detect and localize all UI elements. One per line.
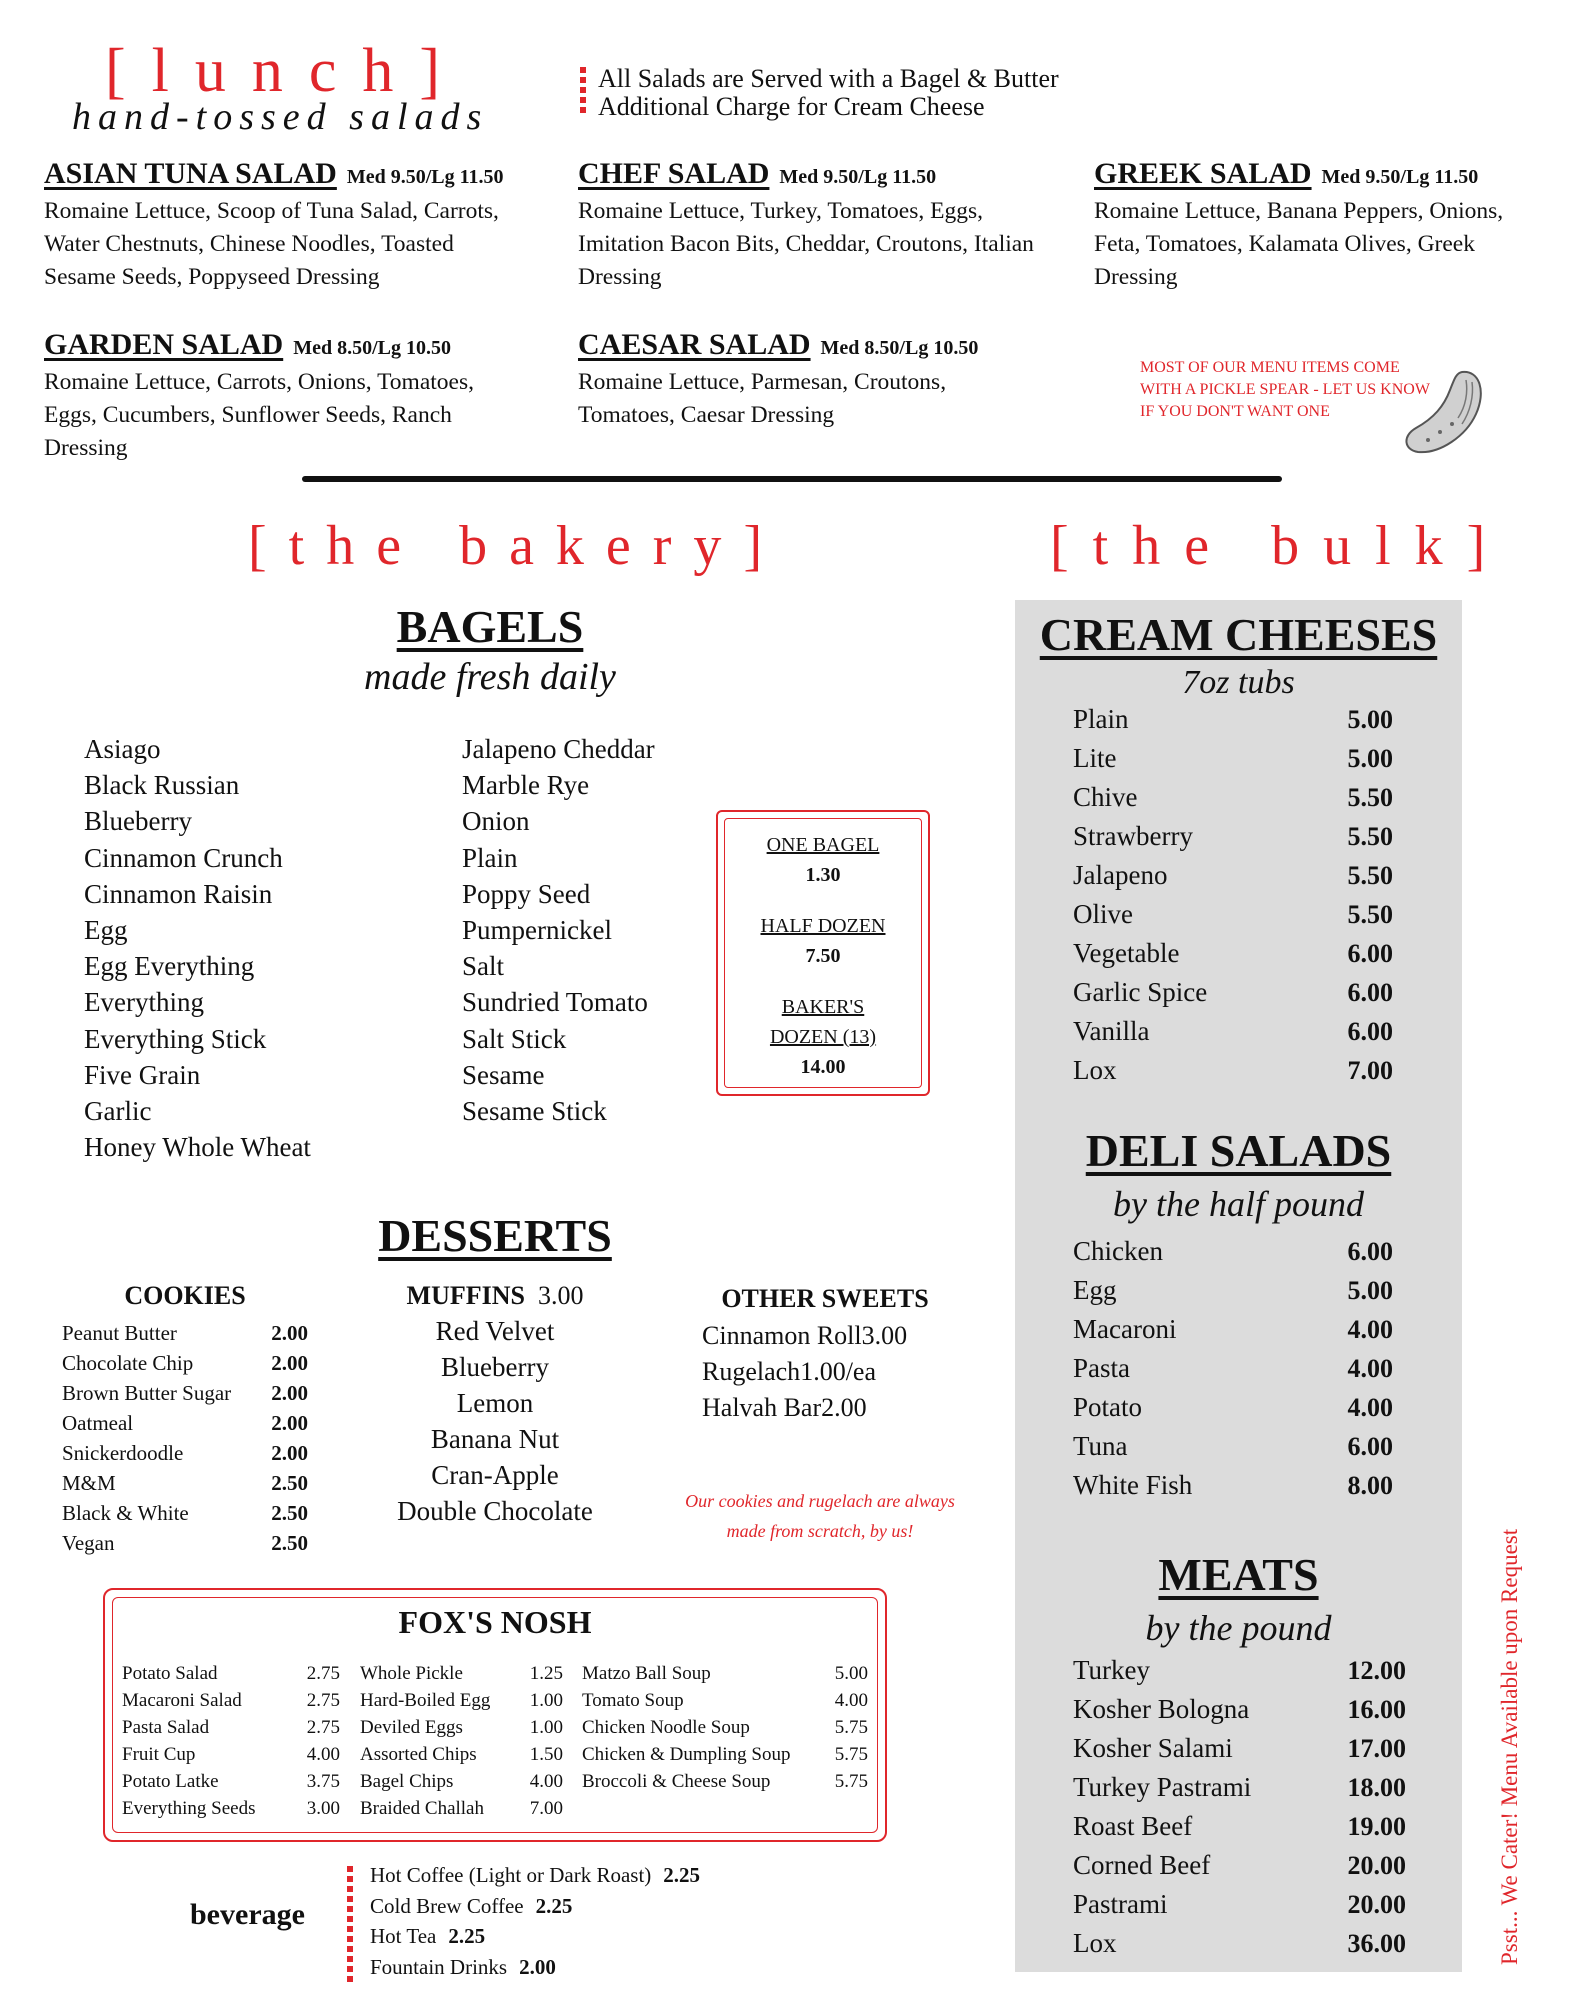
item-name: Chicken & Dumpling Soup <box>582 1744 791 1765</box>
item-price: 2.25 <box>535 1893 573 1918</box>
item-name: Chicken Noodle Soup <box>582 1717 750 1738</box>
salad-price: Med 8.50/Lg 10.50 <box>820 337 979 359</box>
bagel-item: Plain <box>462 842 518 873</box>
item-name: Peanut Butter <box>62 1321 177 1345</box>
bagel-item: Cinnamon Crunch <box>84 842 283 873</box>
salad-description: Romaine Lettuce, Carrots, Onions, Tomatoes, Eggs, Cucumbers, Sunflower Seeds, Ranch Dressing <box>44 369 474 461</box>
item-price: 3.75 <box>306 1771 340 1792</box>
salad-notes <box>580 65 1059 121</box>
item-price: 2.75 <box>306 1717 340 1738</box>
cream-cheese-item <box>1073 1012 1393 1051</box>
nosh-item <box>122 1795 340 1822</box>
cream-cheese-item <box>1073 856 1393 895</box>
bagel-item: Five Grain <box>84 1059 201 1090</box>
beverage-label: beverage <box>190 1898 305 1931</box>
muffin-item: Cran-Apple <box>431 1460 559 1490</box>
item-price: 5.00 <box>834 1663 868 1684</box>
item-price: 5.50 <box>1347 822 1393 851</box>
item-price: 2.00 <box>519 1954 556 1979</box>
bagel-item: Salt Stick <box>462 1023 567 1054</box>
item-name: Strawberry <box>1073 821 1193 851</box>
item-price: 18.00 <box>1347 1773 1406 1802</box>
bagel-item: Salt <box>462 951 505 982</box>
cookies-list <box>62 1318 308 1558</box>
item-name: Olive <box>1073 899 1133 929</box>
item-name: Vegan <box>62 1531 115 1555</box>
cookie-item <box>62 1528 308 1558</box>
item-name: Snickerdoodle <box>62 1441 184 1465</box>
item-price: 20.00 <box>1347 1851 1406 1880</box>
sweet-item <box>702 1318 948 1354</box>
bagel-item: Black Russian <box>84 770 240 801</box>
scratch-note <box>670 1486 970 1546</box>
bakery-title: [the bakery] <box>248 515 785 577</box>
price-label: HALF DOZEN <box>760 915 886 937</box>
bagel-item: Onion <box>462 806 530 837</box>
item-name: Assorted Chips <box>360 1744 477 1765</box>
item-price: 4.00 <box>1347 1354 1393 1383</box>
item-price: 36.00 <box>1347 1929 1406 1958</box>
bagel-list-1 <box>84 731 311 1165</box>
cream-cheese-item <box>1073 1051 1393 1090</box>
item-name: Potato Latke <box>122 1771 219 1792</box>
salad-caesar <box>578 328 1098 432</box>
item-name: Cinnamon Roll <box>702 1321 862 1350</box>
item-price: 2.00 <box>271 1321 308 1345</box>
item-name: Matzo Ball Soup <box>582 1663 711 1684</box>
item-name: Potato <box>1073 1392 1143 1422</box>
sweet-item <box>702 1354 948 1390</box>
nosh-item <box>582 1714 868 1741</box>
item-price: 1.00 <box>529 1717 563 1738</box>
item-price: 1.25 <box>529 1663 563 1684</box>
item-name: Halvah Bar <box>702 1393 822 1422</box>
item-price: 5.00 <box>1347 1276 1393 1305</box>
bagel-item: Egg <box>84 915 128 946</box>
item-price: 2.50 <box>271 1531 308 1555</box>
muffins-price: 3.00 <box>537 1281 584 1310</box>
item-price: 6.00 <box>1347 1017 1393 1046</box>
item-price: 19.00 <box>1347 1812 1406 1841</box>
salad-description: Romaine Lettuce, Parmesan, Croutons, Tomatoes, Caesar Dressing <box>578 369 947 428</box>
scratch-note-line: made from scratch, by us! <box>726 1521 914 1541</box>
item-price: 3.00 <box>306 1798 340 1819</box>
item-name: Braided Challah <box>360 1798 484 1819</box>
item-name: Lox <box>1073 1055 1117 1085</box>
item-price: 8.00 <box>1347 1471 1393 1500</box>
nosh-item <box>360 1660 563 1687</box>
item-name: Corned Beef <box>1073 1850 1211 1880</box>
item-name: Pasta <box>1073 1353 1130 1383</box>
beverage-item <box>370 1860 700 1891</box>
item-name: Chive <box>1073 782 1138 812</box>
deli-salad-item <box>1073 1349 1393 1388</box>
item-price: 2.25 <box>663 1863 701 1887</box>
item-name: Bagel Chips <box>360 1771 454 1792</box>
item-price: 1.50 <box>529 1744 563 1765</box>
pickle-icon <box>1400 362 1490 462</box>
muffins-list <box>360 1313 630 1529</box>
cream-cheese-item <box>1073 739 1393 778</box>
item-price: 1.00 <box>529 1690 563 1711</box>
deli-salad-item <box>1073 1388 1393 1427</box>
item-name: Lox <box>1073 1928 1117 1958</box>
salad-price: Med 9.50/Lg 11.50 <box>346 166 504 188</box>
item-name: Rugelach <box>702 1357 801 1386</box>
meat-item <box>1073 1768 1406 1807</box>
price-label: DOZEN (13) <box>769 1026 877 1048</box>
nosh-item <box>360 1768 563 1795</box>
item-price: 5.50 <box>1347 861 1393 890</box>
price-value: 14.00 <box>800 1056 846 1078</box>
item-price: 6.00 <box>1347 1237 1393 1266</box>
item-name: Pastrami <box>1073 1889 1168 1919</box>
bagel-item: Jalapeno Cheddar <box>462 734 655 764</box>
cookies-heading: COOKIES <box>124 1281 246 1310</box>
item-price: 2.75 <box>306 1663 340 1684</box>
item-price: 12.00 <box>1347 1656 1406 1685</box>
sweet-item <box>702 1390 948 1426</box>
item-price: 4.00 <box>529 1771 563 1792</box>
lunch-title: [lunch] <box>105 37 467 105</box>
meat-item <box>1073 1807 1406 1846</box>
beverage-item <box>370 1952 700 1983</box>
nosh-item <box>582 1687 868 1714</box>
item-price: 1.00/ea <box>800 1357 876 1386</box>
item-price: 16.00 <box>1347 1695 1406 1724</box>
note-line: Additional Charge for Cream Cheese <box>598 92 985 121</box>
item-price: 5.75 <box>834 1771 868 1792</box>
lunch-subtitle: hand-tossed salads <box>72 96 489 138</box>
cookie-item <box>62 1378 308 1408</box>
cookie-item <box>62 1408 308 1438</box>
section-divider <box>302 476 1282 482</box>
item-name: Brown Butter Sugar <box>62 1381 232 1405</box>
bagel-item: Blueberry <box>84 806 192 837</box>
deli-salads-heading: DELI SALADS <box>1085 1125 1392 1176</box>
item-price: 2.00 <box>271 1411 308 1435</box>
item-price: 2.00 <box>271 1351 308 1375</box>
item-name: Kosher Salami <box>1073 1733 1233 1763</box>
item-price: 7.00 <box>529 1798 563 1819</box>
bagel-item: Everything <box>84 987 204 1018</box>
nosh-item <box>122 1768 340 1795</box>
bagels-subheading: made fresh daily <box>364 656 616 698</box>
item-name: Pasta Salad <box>122 1717 210 1738</box>
cookie-item <box>62 1348 308 1378</box>
item-price: 5.75 <box>834 1744 868 1765</box>
item-name: Whole Pickle <box>360 1663 463 1684</box>
nosh-item <box>122 1687 340 1714</box>
other-sweets-list <box>702 1318 948 1426</box>
cream-cheeses-heading: CREAM CHEESES <box>1039 609 1438 660</box>
item-name: Vegetable <box>1073 938 1180 968</box>
other-sweets-heading: OTHER SWEETS <box>721 1284 929 1313</box>
item-name: Turkey <box>1073 1655 1151 1685</box>
bagel-pricing-box <box>716 810 930 1096</box>
item-name: Plain <box>1073 704 1129 734</box>
salad-greek <box>1094 157 1534 294</box>
item-price: 2.00 <box>271 1441 308 1465</box>
item-name: M&M <box>62 1471 116 1495</box>
item-price: 4.00 <box>306 1744 340 1765</box>
bulk-title: [the bulk] <box>1050 515 1510 577</box>
beverage-item <box>370 1891 700 1922</box>
nosh-item <box>360 1714 563 1741</box>
item-name: Chicken <box>1073 1236 1163 1266</box>
meat-item <box>1073 1729 1406 1768</box>
item-name: Broccoli & Cheese Soup <box>582 1771 771 1792</box>
item-name: Oatmeal <box>62 1411 134 1435</box>
item-name: Roast Beef <box>1073 1811 1193 1841</box>
nosh-column-2 <box>360 1660 563 1822</box>
item-name: Fruit Cup <box>122 1744 196 1765</box>
item-name: Garlic Spice <box>1073 977 1208 1007</box>
nosh-item <box>122 1741 340 1768</box>
item-name: Tomato Soup <box>582 1690 684 1711</box>
deli-salad-item <box>1073 1427 1393 1466</box>
item-price: 3.00 <box>861 1321 908 1350</box>
muffin-item: Blueberry <box>441 1352 549 1382</box>
muffin-item: Red Velvet <box>435 1316 555 1346</box>
bagel-item: Honey Whole Wheat <box>84 1132 311 1163</box>
salad-description: Romaine Lettuce, Turkey, Tomatoes, Eggs, Imitation Bacon Bits, Cheddar, Croutons, Italian Dressing <box>578 198 1034 290</box>
deli-salad-item <box>1073 1232 1393 1271</box>
item-price: 2.00 <box>821 1393 867 1422</box>
salad-price: Med 9.50/Lg 11.50 <box>1321 166 1479 188</box>
item-name: Hot Coffee (Light or Dark Roast) <box>370 1863 652 1887</box>
bagel-item: Asiago <box>84 734 161 764</box>
desserts-heading: DESSERTS <box>378 1210 612 1261</box>
nosh-item <box>122 1660 340 1687</box>
item-price: 7.00 <box>1347 1056 1393 1085</box>
scratch-note-line: Our cookies and rugelach are always <box>685 1491 955 1511</box>
meat-item <box>1073 1846 1406 1885</box>
note-line: All Salads are Served with a Bagel & Butter <box>598 64 1059 93</box>
nosh-item <box>122 1714 340 1741</box>
cream-cheese-item <box>1073 934 1393 973</box>
item-name: Egg <box>1073 1275 1117 1305</box>
salad-name: GREEK SALAD <box>1094 157 1312 190</box>
item-price: 6.00 <box>1347 939 1393 968</box>
item-price: 17.00 <box>1347 1734 1406 1763</box>
salad-chef <box>578 157 1048 294</box>
nosh-item <box>360 1795 563 1822</box>
item-name: Lite <box>1073 743 1117 773</box>
item-price: 2.75 <box>306 1690 340 1711</box>
meats-subheading: by the pound <box>1145 1608 1332 1648</box>
cookie-item <box>62 1468 308 1498</box>
salad-price: Med 8.50/Lg 10.50 <box>293 337 451 359</box>
item-price: 6.00 <box>1347 1432 1393 1461</box>
item-price: 6.00 <box>1347 978 1393 1007</box>
bagel-item: Garlic <box>84 1096 152 1127</box>
red-dots-divider <box>580 67 586 117</box>
item-price: 20.00 <box>1347 1890 1406 1919</box>
deli-salads-subheading: by the half pound <box>1113 1184 1364 1224</box>
meat-item <box>1073 1651 1406 1690</box>
item-price: 5.00 <box>1347 744 1393 773</box>
foxs-nosh-title: FOX'S NOSH <box>398 1604 592 1640</box>
cream-cheese-item <box>1073 778 1393 817</box>
item-name: Macaroni <box>1073 1314 1177 1344</box>
meat-item <box>1073 1690 1406 1729</box>
bagel-item: Sundried Tomato <box>462 987 648 1018</box>
salad-description: Romaine Lettuce, Banana Peppers, Onions, Feta, Tomatoes, Kalamata Olives, Greek Dressing <box>1094 198 1504 290</box>
cream-cheese-item <box>1073 895 1393 934</box>
item-price: 4.00 <box>1347 1393 1393 1422</box>
salad-asian-tuna <box>44 157 564 294</box>
muffin-item: Double Chocolate <box>397 1496 593 1526</box>
item-price: 2.00 <box>271 1381 308 1405</box>
muffin-item: Banana Nut <box>430 1424 560 1454</box>
nosh-item <box>582 1660 868 1687</box>
price-value: 1.30 <box>805 864 841 886</box>
cookie-item <box>62 1438 308 1468</box>
muffin-item: Lemon <box>456 1388 534 1418</box>
meats-list <box>1073 1651 1406 1963</box>
salad-name: GARDEN SALAD <box>44 328 284 361</box>
cookie-item <box>62 1318 308 1348</box>
meat-item <box>1073 1885 1406 1924</box>
bagel-item: Sesame <box>462 1059 545 1090</box>
pickle-note: MOST OF OUR MENU ITEMS COME WITH A PICKLE SPEAR - LET US KNOW IF YOU DON'T WANT ONE <box>1140 359 1430 420</box>
item-name: Cold Brew Coffee <box>370 1893 524 1918</box>
bagel-item: Poppy Seed <box>462 878 591 909</box>
item-price: 4.00 <box>834 1690 868 1711</box>
cream-cheese-item <box>1073 973 1393 1012</box>
nosh-item <box>582 1768 868 1795</box>
nosh-item <box>582 1741 868 1768</box>
item-price: 2.25 <box>448 1924 486 1948</box>
beverage-item <box>370 1921 700 1952</box>
salad-name: CHEF SALAD <box>578 157 770 190</box>
bagel-item: Sesame Stick <box>462 1096 607 1127</box>
cream-cheese-item <box>1073 700 1393 739</box>
bagel-item: Cinnamon Raisin <box>84 878 273 909</box>
item-price: 5.50 <box>1347 900 1393 929</box>
catering-note: Psst... We Cater! Menu Available upon Request <box>1497 1528 1522 1965</box>
muffins-title: MUFFINS <box>406 1281 525 1310</box>
item-name: Fountain Drinks <box>370 1954 508 1979</box>
red-dots-divider <box>347 1866 353 1986</box>
item-name: Potato Salad <box>122 1663 218 1684</box>
nosh-column-3 <box>582 1660 868 1795</box>
meat-item <box>1073 1924 1406 1963</box>
deli-salad-item <box>1073 1271 1393 1310</box>
item-name: Hard-Boiled Egg <box>360 1690 491 1711</box>
cream-cheeses-subheading: 7oz tubs <box>1182 664 1295 701</box>
item-name: Black & White <box>62 1501 189 1525</box>
bagel-item: Marble Rye <box>462 770 590 801</box>
bagel-list-2 <box>462 731 655 1129</box>
item-name: Everything Seeds <box>122 1798 256 1819</box>
nosh-column-1 <box>122 1660 340 1822</box>
cream-cheese-list <box>1073 700 1393 1090</box>
bagel-item: Egg Everything <box>84 951 255 982</box>
bagels-heading: BAGELS <box>396 601 584 652</box>
item-name: Chocolate Chip <box>62 1351 194 1375</box>
price-label: BAKER'S <box>781 996 865 1018</box>
item-name: Turkey Pastrami <box>1073 1772 1252 1802</box>
salad-name: CAESAR SALAD <box>578 328 811 361</box>
salad-price: Med 9.50/Lg 11.50 <box>779 166 937 188</box>
deli-salads-list <box>1073 1232 1393 1505</box>
deli-salad-item <box>1073 1466 1393 1505</box>
item-name: Kosher Bologna <box>1073 1694 1250 1724</box>
item-price: 5.75 <box>834 1717 868 1738</box>
item-price: 2.50 <box>271 1501 308 1525</box>
muffins-heading <box>360 1283 630 1309</box>
bagel-item: Pumpernickel <box>462 915 612 946</box>
bagel-item: Everything Stick <box>84 1023 267 1054</box>
beverage-list <box>370 1860 700 1982</box>
item-price: 2.50 <box>271 1471 308 1495</box>
item-price: 4.00 <box>1347 1315 1393 1344</box>
salad-description: Romaine Lettuce, Scoop of Tuna Salad, Carrots, Water Chestnuts, Chinese Noodles, Toasted Sesame Seeds, Poppyseed Dressing <box>44 198 499 290</box>
cookie-item <box>62 1498 308 1528</box>
item-name: Hot Tea <box>370 1924 437 1948</box>
salad-name: ASIAN TUNA SALAD <box>44 157 337 190</box>
deli-salad-item <box>1073 1310 1393 1349</box>
cream-cheese-item <box>1073 817 1393 856</box>
item-name: Macaroni Salad <box>122 1690 242 1711</box>
nosh-item <box>360 1687 563 1714</box>
item-name: Deviled Eggs <box>360 1717 463 1738</box>
item-name: White Fish <box>1073 1470 1193 1500</box>
price-value: 7.50 <box>805 945 841 967</box>
price-label: ONE BAGEL <box>766 834 880 856</box>
item-name: Tuna <box>1073 1431 1128 1461</box>
item-name: Vanilla <box>1073 1016 1150 1046</box>
nosh-item <box>360 1741 563 1768</box>
item-name: Jalapeno <box>1073 860 1168 890</box>
item-price: 5.00 <box>1347 705 1393 734</box>
salad-garden <box>44 328 564 465</box>
meats-heading: MEATS <box>1158 1549 1319 1600</box>
item-price: 5.50 <box>1347 783 1393 812</box>
